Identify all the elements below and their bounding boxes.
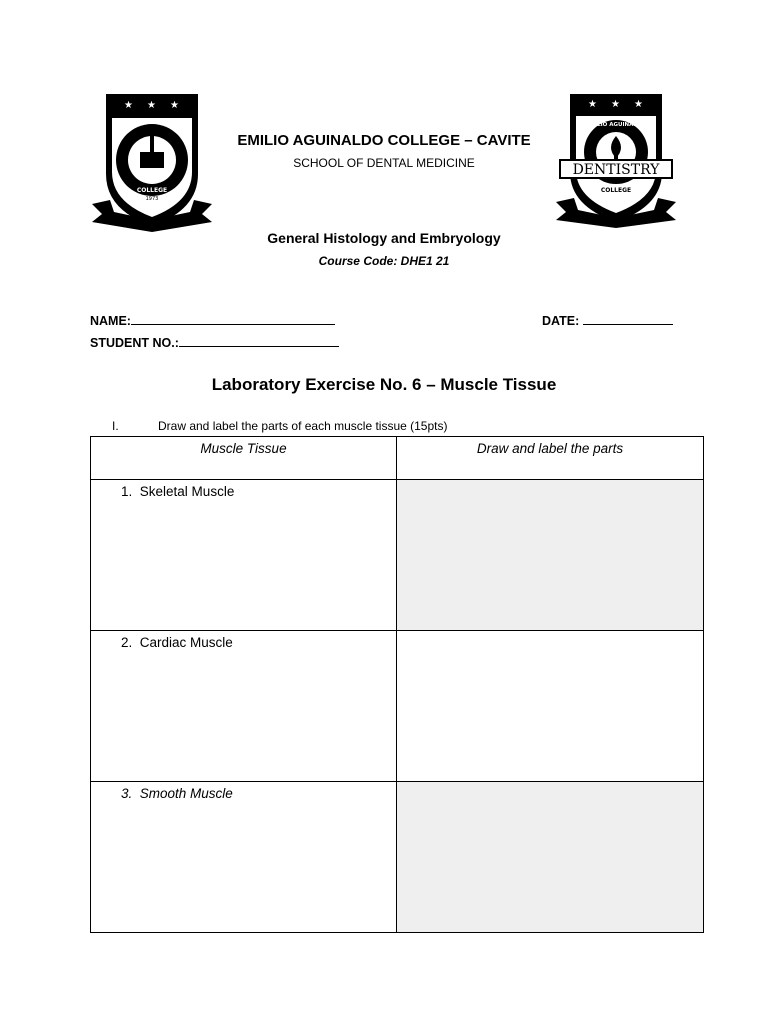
drawing-area-skeletal[interactable] [397,480,704,631]
svg-text:DENTISTRY: DENTISTRY [572,162,660,178]
school-name: SCHOOL OF DENTAL MEDICINE [293,156,475,170]
header-muscle-tissue: Muscle Tissue [91,437,397,480]
list-item [91,480,396,499]
svg-text:EMILIO AGUINALDO: EMILIO AGUINALDO [119,119,185,126]
table-row [91,480,704,631]
muscle-cell-cardiac [91,631,397,782]
course-title: General Histology and Embryology [267,230,501,246]
list-item [91,782,396,801]
svg-text:1973: 1973 [145,196,159,202]
svg-text:★: ★ [147,100,156,111]
item-number: 3. [121,786,133,801]
item-number: 2. [121,635,133,650]
muscle-cell-skeletal [91,480,397,631]
student-no-blank-line[interactable] [179,333,339,347]
instruction-text: Draw and label the parts of each muscle tissue (15pts) [158,419,448,433]
svg-text:★: ★ [634,99,643,110]
header-draw-and-label: Draw and label the parts [397,437,704,480]
svg-text:COLLEGE: COLLEGE [136,187,168,194]
table-row [91,631,704,782]
svg-text:★: ★ [588,99,597,110]
course-code: Course Code: DHE1 21 [318,254,450,268]
svg-text:COLLEGE: COLLEGE [600,187,632,194]
table-row [91,782,704,933]
exercise-title: Laboratory Exercise No. 6 – Muscle Tissue [211,375,557,394]
name-blank-line[interactable] [131,311,335,325]
name-label: NAME: [90,314,131,328]
muscle-tissue-table [90,436,704,933]
svg-text:EMILIO AGUINALDO: EMILIO AGUINALDO [585,122,647,128]
item-label: Smooth Muscle [139,786,233,801]
item-number: 1. [121,484,133,499]
svg-text:★: ★ [170,100,179,111]
list-item [91,631,396,650]
drawing-area-cardiac[interactable] [397,631,704,782]
svg-text:★: ★ [124,100,133,111]
muscle-cell-smooth [91,782,397,933]
name-field[interactable] [90,311,335,328]
student-no-field[interactable] [90,333,339,350]
date-field[interactable] [542,311,673,328]
table-header-row [91,437,704,480]
college-name: EMILIO AGUINALDO COLLEGE – CAVITE [237,132,531,149]
instruction-number: I. [112,419,119,433]
item-label: Cardiac Muscle [139,635,233,650]
date-blank-line[interactable] [583,311,673,325]
student-no-label: STUDENT NO.: [90,336,179,350]
drawing-area-smooth[interactable] [397,782,704,933]
item-label: Skeletal Muscle [139,484,235,499]
svg-text:★: ★ [611,99,620,110]
date-label: DATE: [542,314,580,328]
